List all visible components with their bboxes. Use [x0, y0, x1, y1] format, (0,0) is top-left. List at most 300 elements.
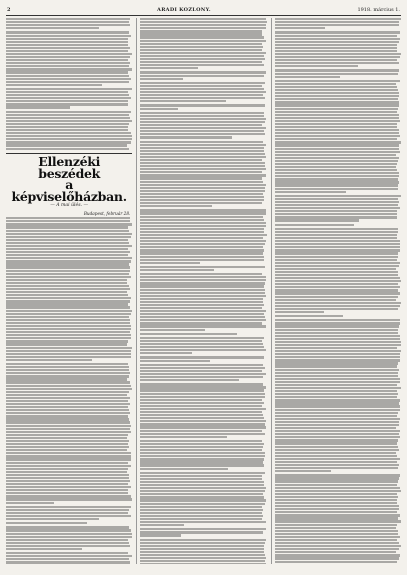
text-line	[140, 78, 183, 80]
text-line	[6, 533, 132, 535]
text-line	[6, 68, 132, 70]
text-line	[275, 101, 399, 103]
text-line	[275, 508, 399, 510]
text-line	[6, 552, 128, 554]
text-line	[140, 112, 264, 114]
text-line	[6, 294, 128, 296]
text-line	[6, 78, 131, 80]
text-line	[275, 117, 399, 119]
text-line	[140, 177, 261, 179]
text-line	[6, 75, 129, 77]
text-line	[6, 480, 130, 482]
text-line	[140, 484, 264, 486]
text-line	[140, 364, 263, 366]
text-line	[140, 130, 264, 132]
text-line	[275, 231, 399, 233]
text-line	[6, 440, 129, 442]
text-line	[6, 319, 130, 321]
text-line	[6, 363, 128, 365]
text-line	[6, 431, 131, 433]
text-line	[275, 424, 400, 426]
text-line	[6, 322, 130, 324]
text-line	[6, 492, 128, 494]
text-line	[6, 114, 129, 116]
text-line	[275, 188, 398, 190]
text-line	[6, 279, 127, 281]
text-line	[6, 236, 131, 238]
text-line	[6, 502, 54, 504]
text-line	[275, 31, 400, 33]
text-line	[6, 313, 131, 315]
column-1	[6, 18, 132, 564]
text-line	[275, 484, 398, 486]
text-line	[6, 239, 128, 241]
text-line	[140, 196, 264, 198]
text-line	[275, 129, 399, 131]
text-line	[6, 340, 128, 342]
text-line	[6, 372, 130, 374]
text-line	[140, 343, 262, 345]
text-line	[6, 406, 128, 408]
text-line	[6, 220, 130, 222]
text-line	[140, 545, 263, 547]
text-line	[275, 474, 400, 476]
text-line	[140, 279, 265, 281]
text-line	[140, 289, 264, 291]
text-line	[140, 499, 266, 501]
text-line	[6, 148, 129, 150]
text-line	[275, 353, 400, 355]
text-line	[6, 138, 132, 140]
text-line	[6, 233, 132, 235]
text-line	[140, 231, 263, 233]
text-line	[6, 449, 127, 451]
text-line	[140, 386, 266, 388]
text-line	[140, 310, 266, 312]
text-line	[6, 18, 130, 20]
text-line	[6, 27, 99, 29]
text-line	[275, 27, 325, 29]
text-line	[140, 153, 265, 155]
text-line	[275, 359, 400, 361]
text-line	[140, 301, 263, 303]
text-line	[275, 237, 398, 239]
text-line	[140, 548, 264, 550]
text-line	[6, 59, 128, 61]
text-line	[6, 31, 129, 33]
text-line	[6, 123, 129, 125]
text-line	[275, 402, 400, 404]
text-line	[275, 470, 331, 472]
text-line	[275, 21, 399, 23]
text-line	[275, 114, 400, 116]
text-line	[140, 524, 183, 526]
text-line	[6, 471, 127, 473]
text-line	[275, 347, 397, 349]
text-line	[140, 21, 266, 23]
text-line	[140, 325, 266, 327]
text-line	[140, 563, 266, 564]
text-line	[6, 409, 129, 411]
text-line	[275, 315, 343, 317]
text-line	[140, 184, 266, 186]
text-line	[275, 499, 397, 501]
text-line	[140, 46, 263, 48]
text-line	[275, 204, 398, 206]
text-line	[6, 558, 129, 560]
text-line	[275, 442, 398, 444]
text-line	[6, 343, 127, 345]
text-line	[6, 285, 129, 287]
text-line	[275, 325, 400, 327]
text-line	[140, 43, 261, 45]
text-line	[140, 228, 264, 230]
text-line	[6, 385, 131, 387]
text-line	[6, 129, 128, 131]
text-line	[275, 561, 397, 563]
text-line	[275, 175, 399, 177]
text-line	[140, 337, 263, 339]
text-line	[275, 135, 401, 137]
text-line	[140, 340, 261, 342]
text-line	[275, 160, 399, 162]
text-line	[140, 423, 265, 425]
text-line	[6, 462, 128, 464]
text-line	[275, 350, 401, 352]
text-line	[6, 391, 129, 393]
text-line	[275, 246, 400, 248]
text-line	[140, 356, 263, 358]
text-line	[6, 248, 128, 250]
text-line	[6, 529, 131, 531]
text-line	[140, 97, 264, 99]
text-line	[140, 18, 266, 20]
text-line	[275, 524, 398, 526]
text-line	[275, 184, 398, 186]
text-line	[140, 478, 262, 480]
text-line	[140, 408, 266, 410]
text-line	[140, 298, 263, 300]
text-line	[6, 428, 130, 430]
text-line	[275, 502, 397, 504]
text-line	[140, 40, 266, 42]
text-line	[275, 38, 401, 40]
text-line	[140, 528, 266, 530]
text-line	[275, 372, 398, 374]
text-line	[6, 103, 128, 105]
text-line	[6, 446, 129, 448]
article-title	[6, 156, 132, 202]
text-line	[140, 67, 197, 69]
text-line	[275, 464, 399, 466]
text-line	[140, 285, 264, 287]
text-line	[275, 421, 399, 423]
text-line	[140, 411, 262, 413]
text-line	[6, 359, 92, 361]
text-line	[140, 440, 261, 442]
text-line	[140, 193, 263, 195]
text-line	[140, 433, 265, 435]
text-line	[140, 512, 262, 514]
text-line	[140, 246, 262, 248]
text-line	[6, 443, 128, 445]
text-line	[140, 144, 266, 146]
text-line	[275, 299, 396, 301]
text-line	[140, 443, 264, 445]
text-line	[6, 242, 129, 244]
text-line	[275, 83, 397, 85]
text-line	[275, 108, 398, 110]
text-line	[275, 390, 397, 392]
text-line	[6, 53, 132, 55]
text-line	[275, 69, 399, 71]
text-line	[6, 495, 131, 497]
text-line	[275, 477, 400, 479]
text-line	[275, 191, 346, 193]
text-line	[140, 165, 264, 167]
text-line	[6, 518, 99, 520]
text-line	[140, 94, 263, 96]
text-line	[140, 216, 263, 218]
text-line	[275, 369, 399, 371]
column-1-article-text	[6, 217, 132, 564]
text-line	[275, 166, 397, 168]
text-line	[275, 332, 398, 334]
text-line	[6, 306, 130, 308]
article-byline: — A mai ülés. —	[6, 203, 132, 209]
text-line	[275, 86, 398, 88]
text-line	[6, 135, 132, 137]
text-line	[275, 539, 397, 541]
text-line	[275, 536, 400, 538]
text-line	[275, 169, 397, 171]
text-line	[275, 265, 399, 267]
text-line	[140, 205, 212, 207]
text-line	[275, 123, 397, 125]
text-line	[6, 437, 127, 439]
text-line	[275, 163, 398, 165]
text-line	[275, 249, 401, 251]
text-line	[275, 296, 398, 298]
text-line	[140, 402, 264, 404]
text-line	[275, 329, 399, 331]
text-line	[275, 181, 400, 183]
text-line	[6, 270, 130, 272]
text-line	[140, 539, 266, 541]
text-line	[140, 496, 264, 498]
text-line	[6, 353, 131, 355]
text-line	[140, 399, 261, 401]
text-line	[6, 465, 131, 467]
text-line	[140, 367, 264, 369]
text-line	[140, 91, 266, 93]
column-2	[136, 18, 266, 564]
text-line	[140, 27, 266, 29]
text-line	[6, 381, 130, 383]
page-number: 2	[7, 7, 10, 14]
text-line	[275, 433, 399, 435]
article-dateline: Budapest, február 28.	[6, 211, 130, 216]
text-line	[275, 243, 401, 245]
text-line	[6, 117, 130, 119]
text-line	[275, 527, 397, 529]
text-line	[275, 274, 398, 276]
text-line	[140, 133, 265, 135]
text-line	[275, 551, 396, 553]
text-line	[275, 289, 398, 291]
text-line	[6, 331, 130, 333]
text-line	[140, 319, 265, 321]
text-line	[275, 259, 397, 261]
text-line	[275, 365, 397, 367]
text-line	[140, 61, 262, 63]
text-line	[275, 292, 400, 294]
text-line	[275, 311, 325, 313]
text-line	[275, 427, 396, 429]
text-line	[140, 521, 266, 523]
text-line	[140, 162, 265, 164]
text-line	[140, 475, 261, 477]
text-line	[6, 474, 129, 476]
text-line	[6, 84, 102, 86]
text-line	[6, 512, 128, 514]
text-line	[140, 436, 226, 438]
text-line	[140, 322, 262, 324]
article-title-line-2: a képviselőházban.	[6, 179, 132, 202]
text-line	[275, 405, 400, 407]
text-line	[275, 62, 399, 64]
text-line	[140, 282, 265, 284]
text-line	[6, 254, 128, 256]
text-line	[140, 118, 266, 120]
text-line	[140, 557, 266, 559]
text-line	[275, 286, 401, 288]
text-line	[140, 464, 264, 466]
text-line	[140, 273, 261, 275]
text-line	[6, 230, 129, 232]
text-line	[6, 421, 130, 423]
text-line	[140, 115, 264, 117]
text-line	[140, 487, 266, 489]
text-line	[140, 52, 266, 54]
text-line	[140, 82, 265, 84]
text-columns	[6, 18, 401, 564]
text-line	[275, 224, 355, 226]
text-line	[6, 477, 129, 479]
text-line	[6, 316, 129, 318]
text-line	[140, 481, 264, 483]
text-line	[275, 384, 397, 386]
text-line	[275, 545, 401, 547]
text-line	[6, 81, 129, 83]
text-line	[140, 249, 263, 251]
text-line	[6, 50, 128, 52]
text-line	[140, 560, 265, 562]
text-line	[6, 452, 131, 454]
text-line	[275, 505, 399, 507]
text-line	[6, 555, 132, 557]
text-line	[275, 80, 401, 82]
text-line	[140, 518, 262, 520]
text-line	[275, 341, 401, 343]
text-line	[140, 141, 263, 143]
text-line	[140, 104, 265, 106]
text-line	[6, 455, 131, 457]
text-line	[6, 97, 131, 99]
text-line	[140, 88, 263, 90]
text-line	[6, 44, 128, 46]
text-line	[6, 217, 130, 219]
text-line	[275, 308, 398, 310]
text-line	[6, 509, 129, 511]
text-line	[140, 209, 266, 211]
text-line	[6, 515, 131, 517]
separator-rule	[6, 153, 132, 154]
text-line	[140, 417, 263, 419]
text-line	[140, 531, 263, 533]
text-line	[275, 517, 399, 519]
text-line	[140, 554, 264, 556]
text-line	[6, 24, 130, 26]
text-line	[140, 100, 225, 102]
text-line	[6, 489, 128, 491]
text-line	[275, 151, 401, 153]
text-line	[6, 38, 128, 40]
text-line	[275, 219, 359, 221]
text-line	[6, 300, 130, 302]
text-line	[6, 226, 128, 228]
text-line	[6, 369, 129, 371]
text-line	[275, 262, 400, 264]
text-line	[275, 514, 400, 516]
text-line	[6, 273, 129, 275]
text-line	[140, 379, 239, 381]
text-line	[6, 522, 87, 524]
text-line	[140, 383, 262, 385]
text-line	[6, 458, 131, 460]
text-line	[275, 430, 401, 432]
text-line	[275, 271, 399, 273]
text-line	[6, 394, 127, 396]
text-line	[6, 545, 130, 547]
text-line	[275, 557, 400, 559]
text-line	[6, 132, 131, 134]
text-line	[275, 47, 398, 49]
text-line	[275, 399, 400, 401]
text-line	[275, 41, 399, 43]
text-line	[275, 210, 397, 212]
text-line	[140, 307, 262, 309]
text-line	[275, 277, 401, 279]
text-line	[6, 375, 129, 377]
text-line	[140, 212, 266, 214]
text-line	[140, 542, 265, 544]
text-line	[275, 375, 399, 377]
text-line	[6, 483, 128, 485]
text-line	[275, 252, 398, 254]
text-line	[275, 530, 399, 532]
text-line	[140, 222, 266, 224]
text-line	[275, 240, 400, 242]
text-line	[275, 154, 396, 156]
text-line	[140, 85, 261, 87]
text-line	[140, 199, 263, 201]
text-line	[140, 171, 262, 173]
text-line	[140, 256, 264, 258]
text-line	[140, 190, 265, 192]
text-line	[6, 223, 132, 225]
issue-date: 1918. március 1.	[357, 7, 400, 14]
